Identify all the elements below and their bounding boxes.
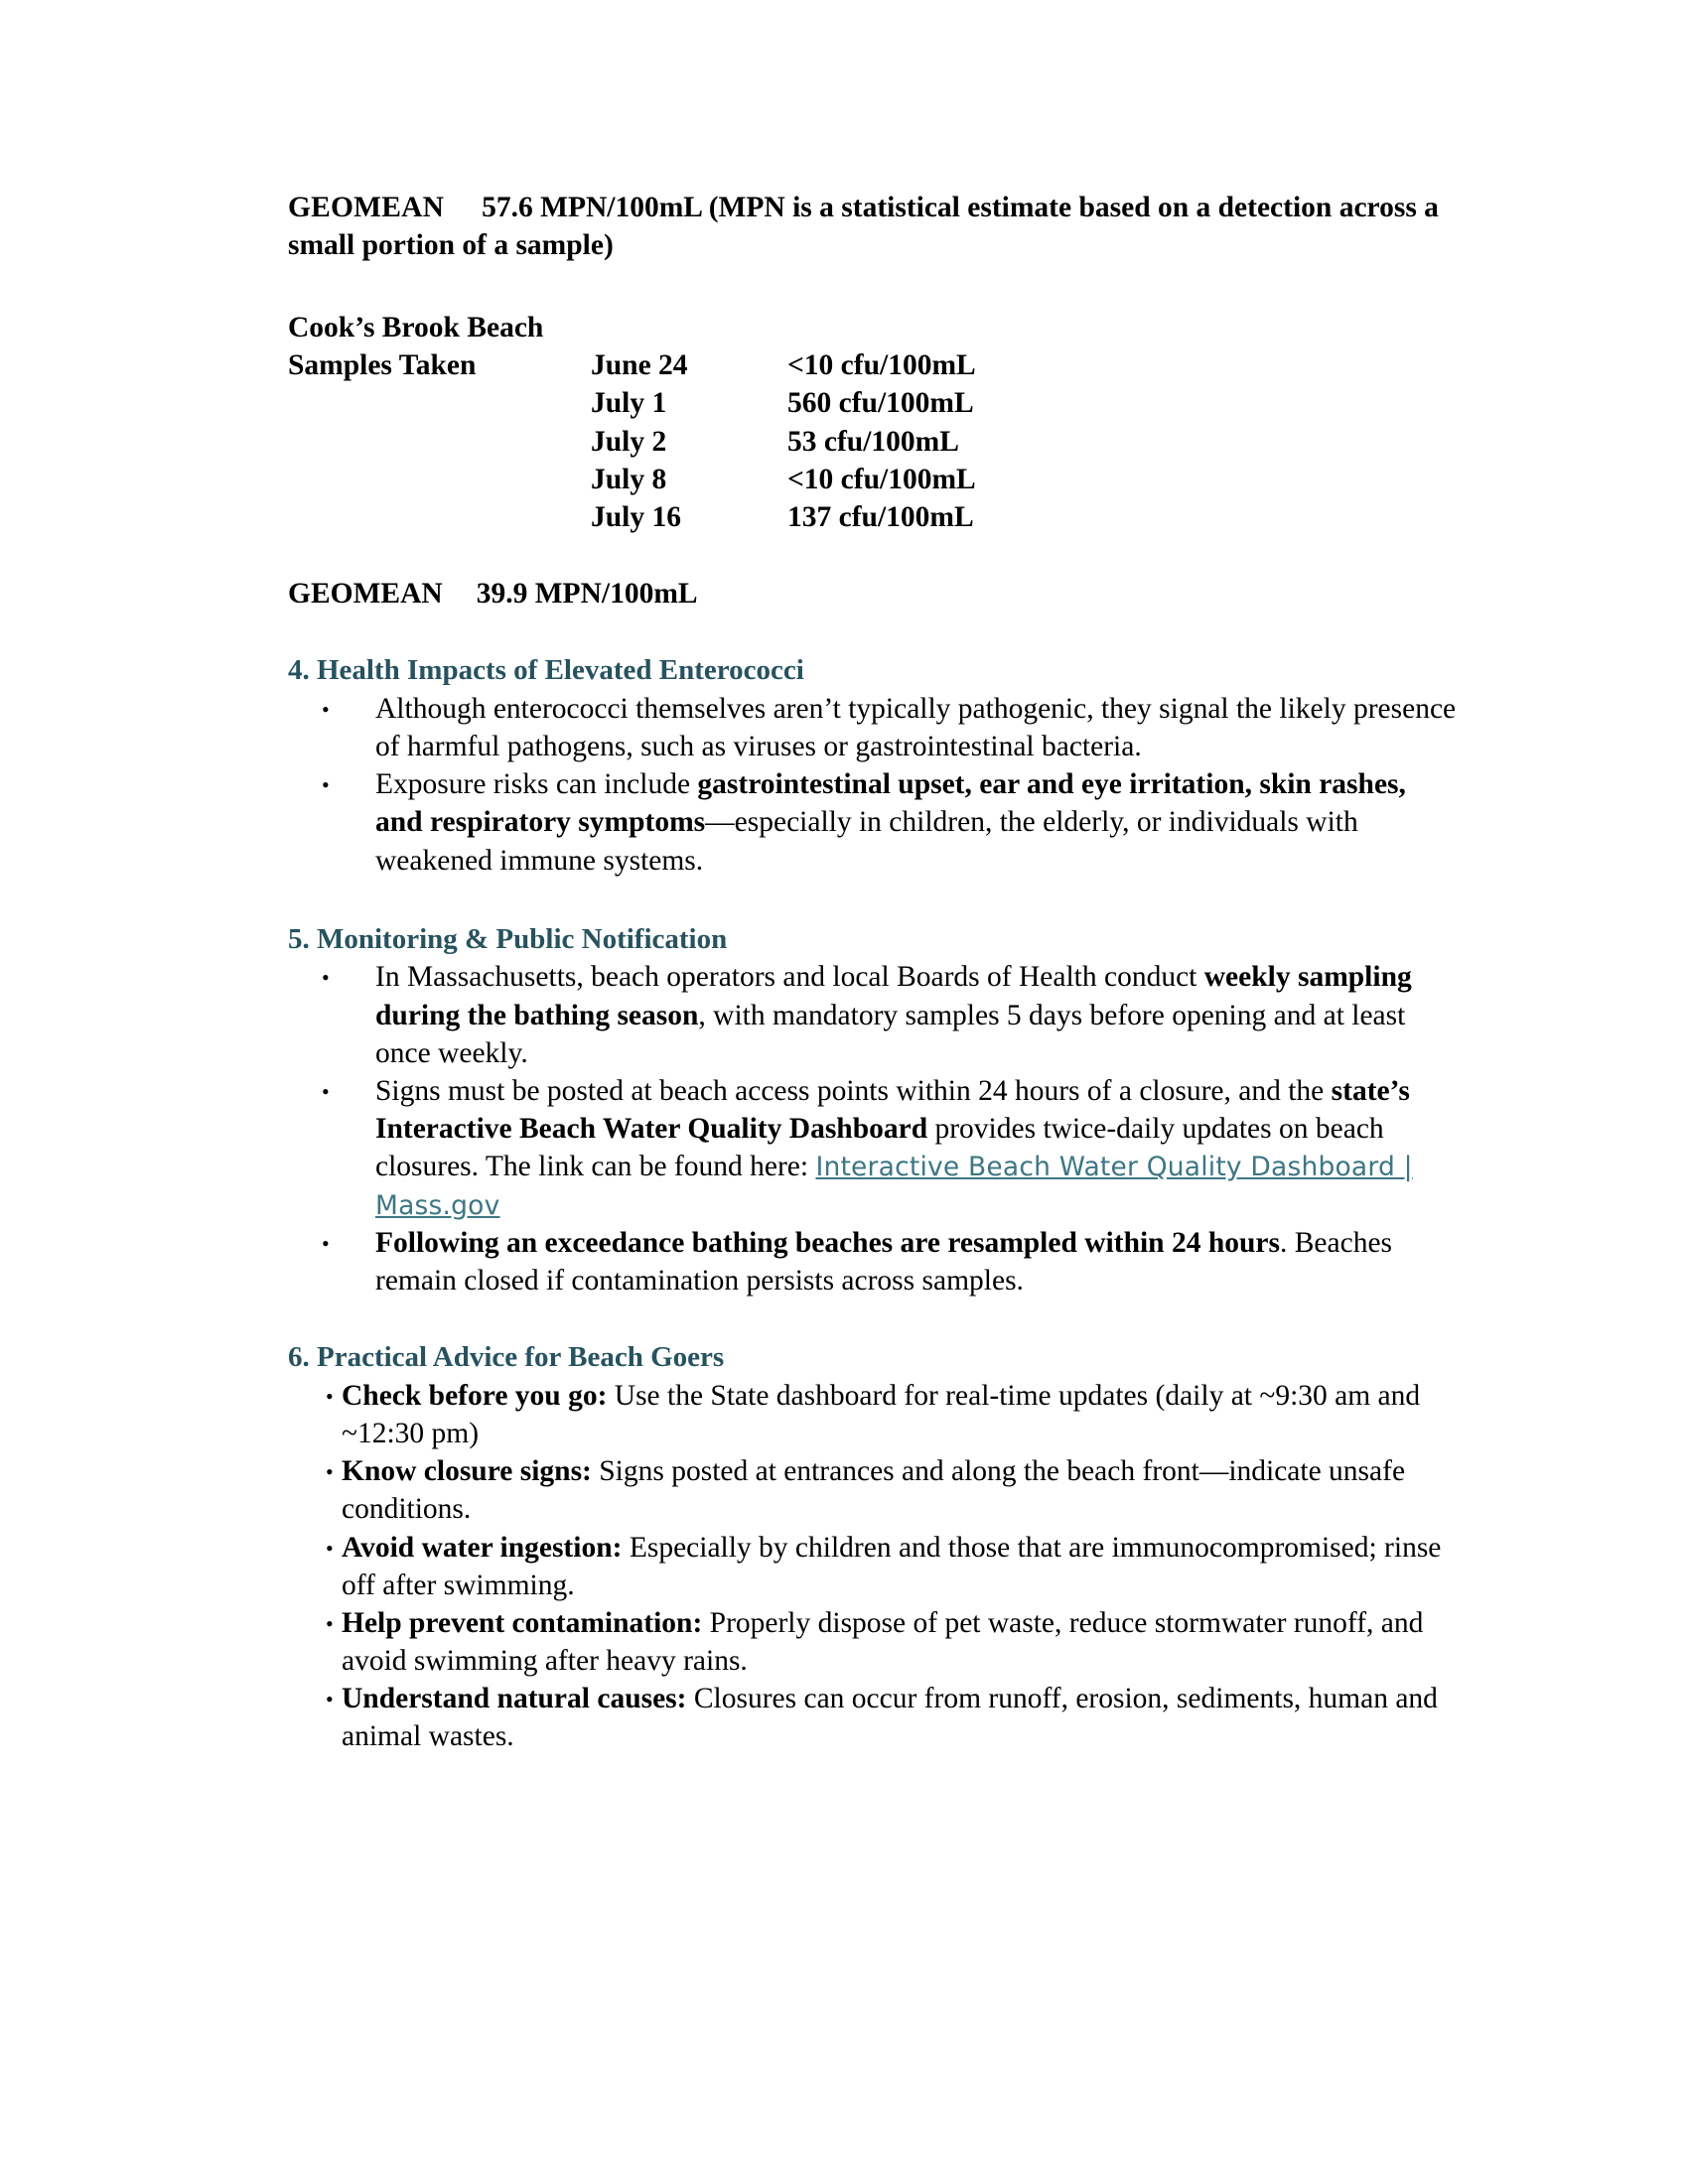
geomean-top-label: GEOMEAN xyxy=(288,192,445,223)
document-content xyxy=(288,189,1460,1756)
list-item-emphasis: weekly sampling during the bathing season xyxy=(375,961,1412,1031)
section-4-bullets xyxy=(288,690,1460,880)
samples-spacer-cell xyxy=(288,498,591,536)
geomean-bottom-line xyxy=(288,575,1460,613)
list-item-emphasis: Following an exceedance bathing beaches are resampled within 24 hours xyxy=(375,1226,1280,1259)
sample-value: 560 cfu/100mL xyxy=(787,387,974,420)
section-6-bullets xyxy=(288,1377,1460,1756)
list-item-text: provides twice-daily updates on beach closures. The link can be found here: xyxy=(375,1113,1384,1183)
list-item-text: Signs must be posted at beach access points within 24 hours of a closure, and the xyxy=(375,1074,1332,1107)
spacer xyxy=(288,265,1460,309)
list-item-text: —especially in children, the elderly, or individuals with weakened immune systems. xyxy=(375,806,1358,877)
sample-date: June 24 xyxy=(591,349,688,382)
table-row xyxy=(288,498,976,536)
bullet-icon: • xyxy=(326,1610,334,1636)
sample-date: July 2 xyxy=(591,425,667,458)
section-4-heading: 4. Health Impacts of Elevated Enterococci xyxy=(288,654,804,687)
bullet-icon: • xyxy=(326,1687,334,1712)
spacer xyxy=(288,537,1460,575)
bullet-icon: • xyxy=(326,1459,334,1485)
list-item xyxy=(288,690,1460,765)
spacer xyxy=(288,880,1460,921)
list-item xyxy=(288,1072,1460,1224)
geomean-top-line xyxy=(288,189,1460,265)
samples-spacer-cell xyxy=(288,384,591,422)
beach-dashboard-link[interactable]: Interactive Beach Water Quality Dashboard | Mass.gov xyxy=(375,1152,1413,1221)
list-item-text: Properly dispose of pet waste, reduce stormwater runoff, and avoid swimming after heavy rains. xyxy=(342,1606,1424,1678)
sample-value: 53 cfu/100mL xyxy=(787,425,959,458)
list-item-text: In Massachusetts, beach operators and local Boards of Health conduct xyxy=(375,961,1204,994)
list-item-text: Use the State dashboard for real-time updates (daily at ~9:30 am and ~12:30 pm) xyxy=(342,1379,1421,1449)
bullet-icon: • xyxy=(326,1383,334,1409)
table-row xyxy=(288,461,976,498)
sample-value: <10 cfu/100mL xyxy=(787,349,976,382)
list-item-text: Especially by children and those that are immunocompromised; rinse off after swimming. xyxy=(342,1531,1442,1601)
list-item-lead: Understand natural causes: xyxy=(342,1683,687,1715)
geomean-bottom-value: 39.9 MPN/100mL xyxy=(476,577,698,610)
list-item-emphasis: gastrointestinal upset, ear and eye irritation, skin rashes, and respiratory symptoms xyxy=(375,768,1406,839)
samples-table xyxy=(288,346,976,537)
samples-spacer-cell xyxy=(288,423,591,461)
geomean-bottom-label: GEOMEAN xyxy=(288,577,443,610)
bullet-icon: • xyxy=(322,1078,330,1104)
list-item xyxy=(288,1604,1460,1680)
section-5-bullets xyxy=(288,958,1460,1299)
sample-value: <10 cfu/100mL xyxy=(787,464,976,496)
table-row xyxy=(288,423,976,461)
sample-value: 137 cfu/100mL xyxy=(787,501,974,534)
sample-date: July 1 xyxy=(591,387,667,420)
list-item xyxy=(288,765,1460,880)
bullet-icon: • xyxy=(322,696,330,722)
bullet-icon: • xyxy=(326,1535,334,1561)
list-item-lead: Know closure signs: xyxy=(342,1455,592,1488)
list-item-text: Exposure risks can include xyxy=(375,768,698,801)
table-row xyxy=(288,384,976,422)
sample-date: July 8 xyxy=(591,464,667,496)
table-row xyxy=(288,346,976,384)
list-item-emphasis: state’s Interactive Beach Water Quality Dashboard xyxy=(375,1074,1410,1146)
section-5-heading: 5. Monitoring & Public Notification xyxy=(288,922,728,955)
bullet-icon: • xyxy=(322,772,330,798)
section-6-heading: 6. Practical Advice for Beach Goers xyxy=(288,1341,725,1374)
list-item xyxy=(288,1377,1460,1452)
list-item-text: Although enterococci themselves aren’t typically pathogenic, they signal the likely presence of harmful pathogens, such as viruses or gastrointestinal bacteria. xyxy=(375,692,1457,762)
list-item xyxy=(288,958,1460,1072)
bullet-icon: • xyxy=(322,965,330,991)
list-item-text: Closures can occur from runoff, erosion, sediments, human and animal wastes. xyxy=(342,1683,1438,1753)
sample-date: July 16 xyxy=(591,501,681,534)
list-item-lead: Avoid water ingestion: xyxy=(342,1531,623,1564)
spacer xyxy=(288,613,1460,652)
list-item xyxy=(288,1224,1460,1299)
bullet-icon: • xyxy=(322,1230,330,1256)
list-item-text: , with mandatory samples 5 days before opening and at least once weekly. xyxy=(375,999,1406,1069)
samples-spacer-cell xyxy=(288,461,591,498)
list-item-lead: Help prevent contamination: xyxy=(342,1606,703,1639)
geomean-top-value: 57.6 MPN/100mL (MPN is a statistical estimate based on a detection across a small portion of a sample) xyxy=(288,192,1439,262)
list-item-text: . Beaches remain closed if contamination persists across samples. xyxy=(375,1226,1393,1297)
list-item-lead: Check before you go: xyxy=(342,1379,608,1412)
list-item xyxy=(288,1452,1460,1528)
list-item-text: Signs posted at entrances and along the beach front—indicate unsafe conditions. xyxy=(342,1455,1406,1526)
list-item xyxy=(288,1529,1460,1604)
beach-name: Cook’s Brook Beach xyxy=(288,311,544,343)
spacer xyxy=(288,1299,1460,1339)
list-item xyxy=(288,1680,1460,1755)
samples-taken-label: Samples Taken xyxy=(288,349,477,382)
